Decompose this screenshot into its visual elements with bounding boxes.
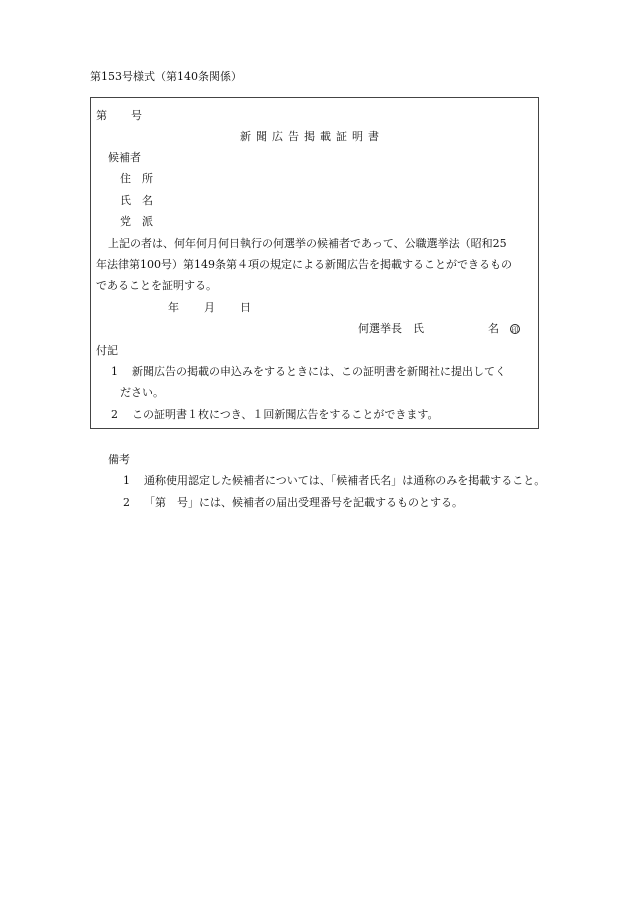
body-line-1: 上記の者は、何年何月何日執行の何選挙の候補者であって、公職選挙法（昭和25: [108, 237, 507, 250]
remark-2-number: 2: [123, 496, 130, 509]
note-1-number: 1: [111, 365, 118, 378]
remark-2-text: 「第 号」には、候補者の届出受理番号を記載するものとする。: [144, 496, 463, 509]
address-label: 住 所: [120, 172, 153, 185]
remark-1-text: 通称使用認定した候補者については、「候補者氏名」は通称のみを掲載すること。: [144, 474, 546, 487]
date-year: 年: [168, 301, 179, 314]
name-label: 氏 名: [120, 194, 153, 207]
remarks-heading: 備考: [108, 453, 130, 466]
note-1-line-1: 新聞広告の掲載の申込みをするときには、この証明書を新聞社に提出してく: [132, 365, 506, 378]
date-day: 日: [240, 301, 251, 314]
remark-1-number: 1: [123, 474, 130, 487]
body-line-3: であることを証明する。: [96, 279, 217, 292]
number-suffix: 号: [131, 109, 142, 122]
note-1-line-2: ださい。: [120, 386, 164, 399]
signature-officer: 何選挙長 氏: [358, 322, 424, 335]
certificate-title: 新聞広告掲載証明書: [240, 130, 384, 143]
note-2-line-1: この証明書１枚につき、１回新聞広告をすることができます。: [132, 408, 439, 421]
form-reference: 第153号様式（第140条関係）: [90, 70, 242, 83]
signature-name-char: 名: [488, 322, 499, 335]
candidate-label: 候補者: [108, 151, 141, 164]
number-prefix: 第: [96, 109, 107, 122]
body-line-2: 年法律第100号）第149条第４項の規定による新聞広告を掲載することができるもの: [96, 258, 512, 271]
note-2-number: 2: [111, 408, 118, 421]
party-label: 党 派: [120, 215, 153, 228]
date-month: 月: [204, 301, 215, 314]
seal-mark: 印: [511, 326, 519, 334]
notes-heading: 付記: [96, 344, 118, 357]
